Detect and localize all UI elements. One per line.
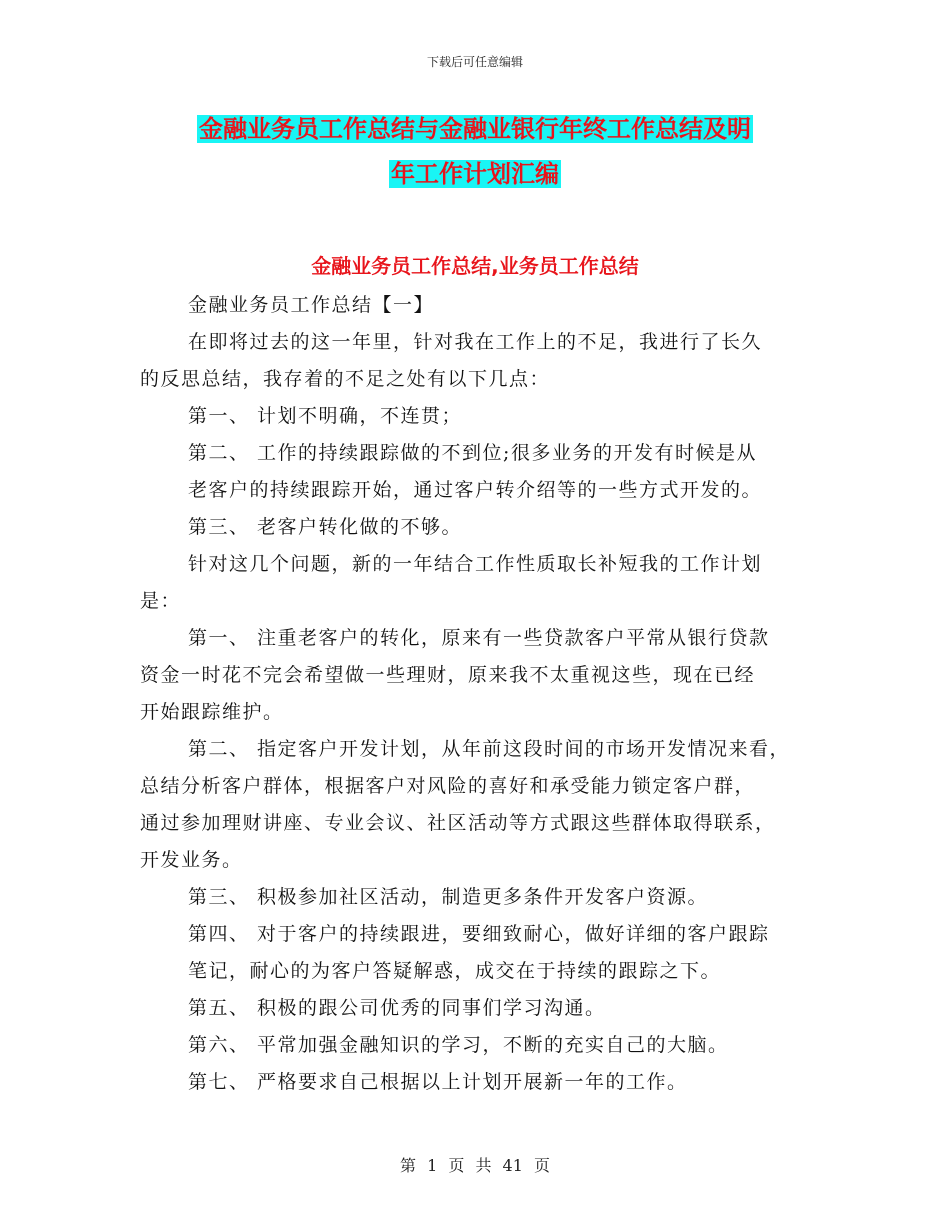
main-title-line2-text: 年工作计划汇编 (391, 160, 559, 188)
text-line: 第一、 计划不明确，不连贯； (188, 405, 463, 427)
text-line: 第六、 平常加强金融知识的学习，不断的充实自己的大脑。 (188, 1034, 729, 1056)
section-subtitle: 金融业务员工作总结,业务员工作总结 (311, 254, 639, 278)
text-line: 针对这几个问题，新的一年结合工作性质取长补短我的工作计划 (188, 553, 763, 575)
text-line: 总结分析客户群体，根据客户对风险的喜好和承受能力锁定客户群， (140, 775, 756, 797)
text-line: 通过参加理财讲座、专业会议、社区活动等方式跟这些群体取得联系， (140, 812, 776, 834)
text-line: 第七、 严格要求自己根据以上计划开展新一年的工作。 (188, 1071, 688, 1093)
text-line: 第四、 对于客户的持续跟进，要细致耐心，做好详细的客户跟踪 (188, 923, 770, 945)
text-line: 资金一时花不完会希望做一些理财，原来我不太重视这些，现在已经 (140, 664, 756, 686)
text-line: 是： (140, 590, 182, 612)
text-line: 第五、 积极的跟公司优秀的同事们学习沟通。 (188, 997, 606, 1019)
text-line: 笔记，耐心的为客户答疑解惑，成交在于持续的跟踪之下。 (188, 960, 722, 982)
header-note: 下载后可任意编辑 (426, 55, 523, 69)
page-number-footer: 第 1 页 共 41 页 (400, 1156, 550, 1175)
text-line: 第三、 老客户转化做的不够。 (188, 516, 463, 538)
body-text (140, 287, 820, 1101)
main-title-line2 (0, 157, 950, 191)
text-line: 在即将过去的这一年里，针对我在工作上的不足，我进行了长久 (188, 331, 763, 353)
text-line: 第一、 注重老客户的转化，原来有一些贷款客户平常从银行贷款 (188, 627, 770, 649)
text-line: 第二、 指定客户开发计划，从年前这段时间的市场开发情况来看， (188, 738, 791, 760)
text-line: 第三、 积极参加社区活动，制造更多条件开发客户资源。 (188, 886, 709, 908)
text-line: 老客户的持续跟踪开始，通过客户转介绍等的一些方式开发的。 (188, 479, 763, 501)
text-line: 第二、 工作的持续跟踪做的不到位;很多业务的开发有时候是从 (188, 442, 757, 464)
text-line: 开发业务。 (140, 849, 243, 871)
text-line: 的反思总结，我存着的不足之处有以下几点： (140, 368, 551, 390)
text-line: 开始跟踪维护。 (140, 701, 284, 723)
paragraph-heading: 金融业务员工作总结【一】 (188, 294, 435, 316)
main-title-line1 (0, 112, 950, 146)
main-title-line1-text: 金融业务员工作总结与金融业银行年终工作总结及明 (199, 115, 751, 143)
